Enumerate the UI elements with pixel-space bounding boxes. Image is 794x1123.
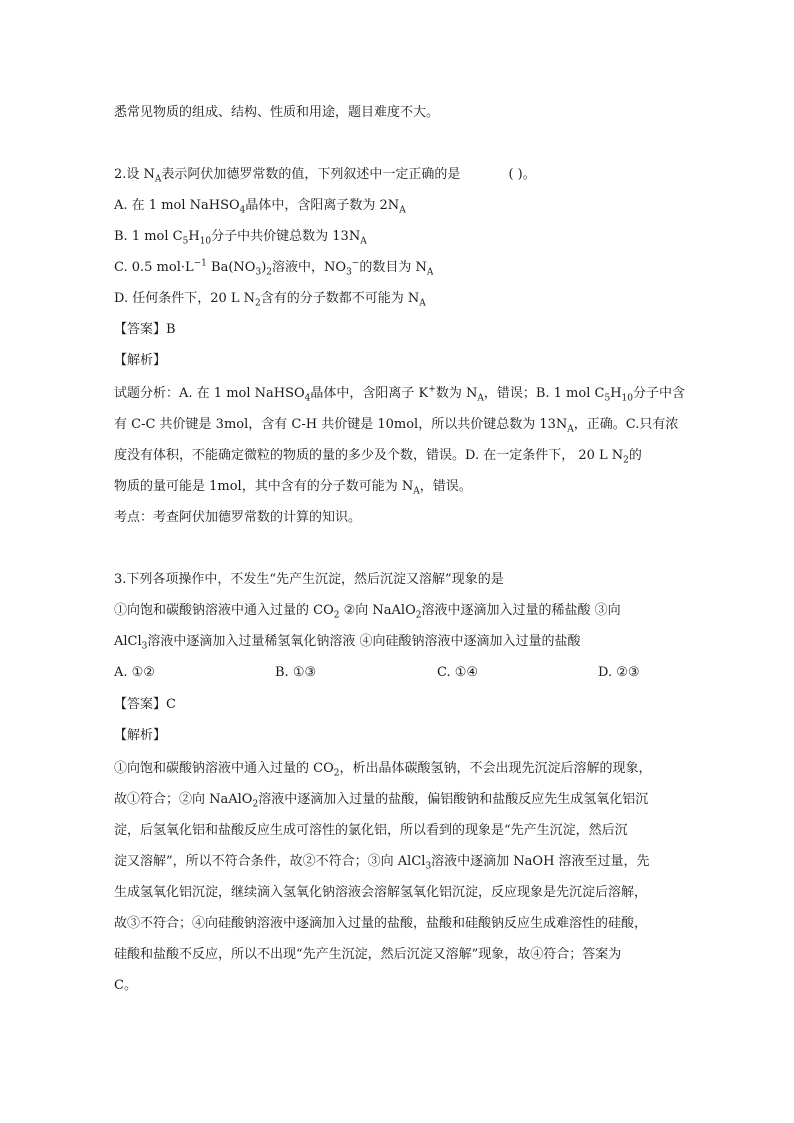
q2-option-d: D. 任何条件下，20 L $N_2$含有的分子数都不可能为 $N_A$ xyxy=(114,291,426,309)
q3-analysis-line: 硅酸和盐酸不反应，所以不出现“先产生沉淀，然后沉淀又溶解”现象，故④符合；答案为 xyxy=(114,947,622,962)
q2-analysis-line: 度没有体积，不能确定微粒的物质的量的多少及个数，错误。D. 在一定条件下， 20 L $N_2$的 xyxy=(114,448,642,466)
q2-option-b: B. 1 mol $C_5H_{10}$分子中共价键总数为 $13N_A$ xyxy=(114,229,367,247)
q2-option-c: C. 0.5 $mol\cdot L^{-1}$ $Ba(NO_3)_2$溶液中，$NO_3^-$的数目为 $N_A$ xyxy=(114,258,434,278)
q3-analysis-line: 生成氢氧化铝沉淀，继续滴入氢氧化钠溶液会溶解氢氧化铝沉淀，反应现象是先沉淀后溶解， xyxy=(114,885,648,900)
q3-items-line: ①向饱和碳酸钠溶液中通入过量的 $CO_2$ ②向 NaAlO$_2$溶液中逐滴加入过量的稀盐酸 ③向 xyxy=(114,603,621,621)
q3-analysis-line: 故①符合；②向 NaAlO$_2$溶液中逐滴加入过量的盐酸，偏铝酸钠和盐酸反应先生成氢氧化铝沉 xyxy=(114,792,649,810)
q2-analysis-line: 有 C-C 共价键是 3mol，含有 C-H 共价键是 10mol，所以共价键总数为 $13N_A$，正确。C.只有浓 xyxy=(114,417,679,435)
q3-items-line: AlCl$_3$溶液中逐滴加入过量稀氢氧化钠溶液 ④向硅酸钠溶液中逐滴加入过量的盐酸 xyxy=(114,634,581,652)
q3-choice-d: D. ②③ xyxy=(598,665,640,680)
q3-analysis-line: 淀，后氢氧化铝和盐酸反应生成可溶性的氯化铝，所以看到的现象是“先产生沉淀，然后沉 xyxy=(114,823,628,838)
q2-answer: 【答案】B xyxy=(114,322,176,337)
q3-stem: 3.下列各项操作中，不发生“先产生沉淀，然后沉淀又溶解”现象的是 xyxy=(114,572,504,587)
q3-analysis-line: 淀又溶解”，所以不符合条件，故②不符合；③向 AlCl$_3$溶液中逐滴加 NaOH 溶液至过量，先 xyxy=(114,854,650,872)
q3-choice-c: C. ①④ xyxy=(437,665,479,680)
q3-choice-a: A. ①② xyxy=(114,665,155,680)
q2-analysis-line: 物质的量可能是 1mol，其中含有的分子数可能为 $N_A$，错误。 xyxy=(114,479,472,497)
q3-analysis-line: 故③不符合；④向硅酸钠溶液中逐滴加入过量的盐酸，盐酸和硅酸钠反应生成难溶性的硅酸， xyxy=(114,916,648,931)
q2-stem: 2.设 $N_A$表示阿伏加德罗常数的值，下列叙述中一定正确的是 ( )。 xyxy=(114,167,536,185)
intro-tail-text: 悉常见物质的组成、结构、性质和用途，题目难度不大。 xyxy=(114,105,440,120)
q2-analysis-heading: 【解析】 xyxy=(114,353,167,368)
q3-answer: 【答案】C xyxy=(114,697,176,712)
q3-analysis-heading: 【解析】 xyxy=(114,728,167,743)
q2-analysis-line: 试题分析：A. 在 1 mol NaHSO$_4$晶体中，含阳离子 K+数为 $N_A$，错误；B. 1 mol $C_5H_{10}$分子中含 xyxy=(114,384,685,404)
q3-analysis-line: ①向饱和碳酸钠溶液中通入过量的 $CO_2$，析出晶体碳酸氢钠，不会出现先沉淀后溶解的现象， xyxy=(114,761,652,779)
q3-choice-b: B. ①③ xyxy=(275,665,317,680)
q3-analysis-line: C。 xyxy=(114,978,137,993)
q2-option-a: A. 在 1 mol NaHSO$_4$晶体中，含阳离子数为 $2N_A$ xyxy=(114,198,406,216)
q2-knowledge-point: 考点：考查阿伏加德罗常数的计算的知识。 xyxy=(114,510,362,525)
